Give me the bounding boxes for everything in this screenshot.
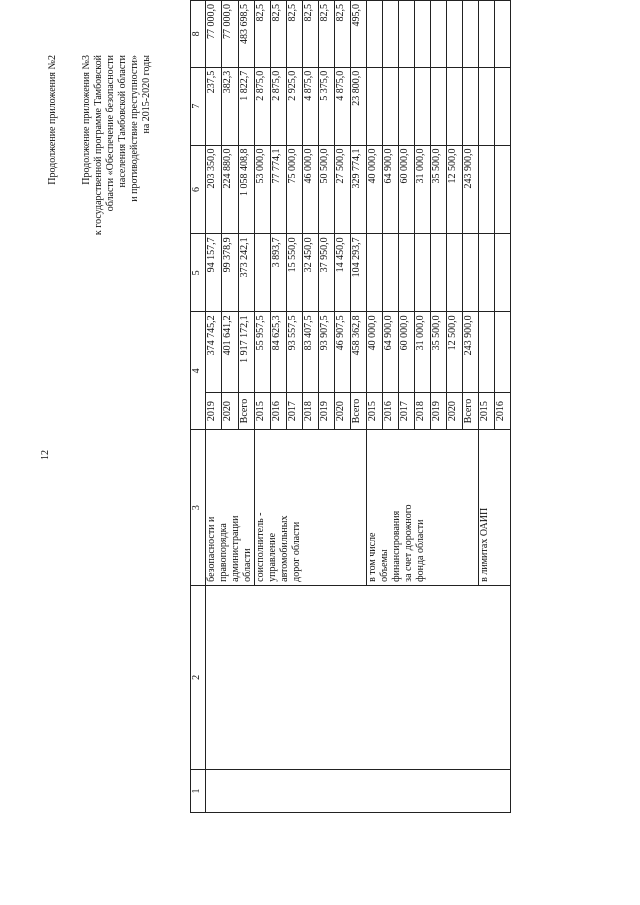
- cell-c4: 1 917 172,1: [238, 312, 254, 392]
- cell-c7: [463, 67, 479, 145]
- cell-c6: 329 774,1: [351, 145, 367, 234]
- cell-c5: 14 450,0: [335, 234, 351, 312]
- cell-c8: 82,5: [255, 1, 271, 68]
- cell-c7: 4 875,0: [303, 67, 319, 145]
- cell-c8: 82,5: [271, 1, 287, 68]
- cell-c8: 77 000,0: [222, 1, 238, 68]
- cell-c4: 93 907,5: [319, 312, 335, 392]
- col-num-4: 4: [191, 312, 206, 430]
- row-group-label: [206, 430, 255, 586]
- cell-c7: 1 822,7: [238, 67, 254, 145]
- cell-c5: [383, 234, 399, 312]
- column-number-row: [191, 1, 206, 813]
- cell-c5: 32 450,0: [303, 234, 319, 312]
- col-num-3: 3: [191, 430, 206, 586]
- header-line-1: Продолжение приложения №2: [47, 55, 58, 185]
- cell-c8: [415, 1, 431, 68]
- cell-c6: 35 500,0: [431, 145, 447, 234]
- cell-c4: 40 000,0: [367, 312, 383, 392]
- cell-c7: [415, 67, 431, 145]
- cell-col-1: [206, 769, 511, 812]
- row-group-label: [479, 430, 511, 586]
- cell-c6: 64 900,0: [383, 145, 399, 234]
- cell-c4: 84 625,3: [271, 312, 287, 392]
- cell-c6: [479, 145, 495, 234]
- table: [190, 0, 511, 813]
- cell-c8: [495, 1, 511, 68]
- cell-year: 2015: [479, 392, 495, 430]
- cell-c8: 82,5: [287, 1, 303, 68]
- cell-c4: 83 407,5: [303, 312, 319, 392]
- cell-c7: [367, 67, 383, 145]
- cell-year: 2018: [303, 392, 319, 430]
- cell-c7: [431, 67, 447, 145]
- cell-c5: 3 893,7: [271, 234, 287, 312]
- col-num-8: 8: [191, 1, 206, 68]
- cell-c8: 82,5: [335, 1, 351, 68]
- cell-year: 2015: [367, 392, 383, 430]
- cell-c4: [479, 312, 495, 392]
- cell-c5: [479, 234, 495, 312]
- cell-c4: [495, 312, 511, 392]
- col-num-5: 5: [191, 234, 206, 312]
- cell-year: 2018: [415, 392, 431, 430]
- cell-c4: 64 900,0: [383, 312, 399, 392]
- col-num-6: 6: [191, 145, 206, 234]
- header-block: [48, 55, 168, 375]
- cell-c5: [415, 234, 431, 312]
- cell-c6: 31 000,0: [415, 145, 431, 234]
- header-line-7: на 2015-2020 годы: [141, 55, 152, 134]
- cell-year: 2017: [399, 392, 415, 430]
- cell-c5: 15 550,0: [287, 234, 303, 312]
- cell-c8: [399, 1, 415, 68]
- label-line: дорог области: [291, 521, 302, 582]
- cell-c7: [399, 67, 415, 145]
- cell-c7: [383, 67, 399, 145]
- cell-year: 2020: [447, 392, 463, 430]
- cell-year: 2020: [222, 392, 238, 430]
- cell-c5: 94 157,7: [206, 234, 222, 312]
- label-line: администрации: [230, 515, 241, 582]
- table-row: [206, 1, 222, 813]
- col-num-2: 2: [191, 585, 206, 769]
- cell-c6: 77 774,1: [271, 145, 287, 234]
- cell-c8: [463, 1, 479, 68]
- cell-c5: [367, 234, 383, 312]
- cell-c6: 27 500,0: [335, 145, 351, 234]
- cell-c7: 2 875,0: [271, 67, 287, 145]
- cell-c5: [463, 234, 479, 312]
- cell-c4: 46 907,5: [335, 312, 351, 392]
- cell-c7: 2 925,0: [287, 67, 303, 145]
- cell-c4: 243 900,0: [463, 312, 479, 392]
- budget-table: [190, 0, 511, 813]
- label-line: безопасности и: [206, 516, 217, 582]
- cell-c4: 458 362,8: [351, 312, 367, 392]
- cell-year: 2019: [206, 392, 222, 430]
- label-line: соисполнитель -: [255, 512, 266, 582]
- cell-c7: [479, 67, 495, 145]
- cell-c6: 203 350,0: [206, 145, 222, 234]
- header-line-3: к государственной программе Тамбовской: [93, 55, 104, 236]
- cell-year: Всего: [238, 392, 254, 430]
- cell-c5: 37 950,0: [319, 234, 335, 312]
- cell-c4: 374 745,2: [206, 312, 222, 392]
- cell-year: 2019: [319, 392, 335, 430]
- cell-c8: [367, 1, 383, 68]
- cell-year: 2016: [271, 392, 287, 430]
- cell-c8: 77 000,0: [206, 1, 222, 68]
- cell-c8: [479, 1, 495, 68]
- cell-c4: 35 500,0: [431, 312, 447, 392]
- cell-c6: 53 000,0: [255, 145, 271, 234]
- cell-c6: 50 500,0: [319, 145, 335, 234]
- cell-c8: 82,5: [319, 1, 335, 68]
- cell-year: 2016: [383, 392, 399, 430]
- cell-c6: 60 000,0: [399, 145, 415, 234]
- cell-c5: [255, 234, 271, 312]
- label-line: области: [242, 548, 253, 582]
- cell-c6: 75 000,0: [287, 145, 303, 234]
- page-number: 12: [40, 450, 51, 460]
- cell-c6: 224 880,0: [222, 145, 238, 234]
- cell-c7: 237,5: [206, 67, 222, 145]
- label-line: правопорядка: [218, 523, 229, 582]
- cell-c4: 12 500,0: [447, 312, 463, 392]
- cell-c5: [431, 234, 447, 312]
- cell-year: Всего: [351, 392, 367, 430]
- cell-c7: 4 875,0: [335, 67, 351, 145]
- cell-year: 2020: [335, 392, 351, 430]
- col-num-7: 7: [191, 67, 206, 145]
- cell-c8: 483 698,5: [238, 1, 254, 68]
- label-line: автомобильных: [279, 515, 290, 582]
- header-line-6: и противодействие преступности»: [129, 55, 140, 202]
- cell-c7: 5 375,0: [319, 67, 335, 145]
- cell-c6: 12 500,0: [447, 145, 463, 234]
- label-line: в том числе: [367, 532, 378, 582]
- cell-year: 2017: [287, 392, 303, 430]
- header-line-4: области «Обеспечение безопасности: [105, 55, 116, 212]
- cell-year: 2016: [495, 392, 511, 430]
- cell-c8: 495,0: [351, 1, 367, 68]
- cell-c5: [399, 234, 415, 312]
- cell-c8: [447, 1, 463, 68]
- cell-c5: [447, 234, 463, 312]
- header-line-2: Продолжение приложения №3: [81, 55, 92, 185]
- cell-year: 2019: [431, 392, 447, 430]
- cell-c7: [447, 67, 463, 145]
- cell-col-2: [206, 585, 511, 769]
- col-num-1: 1: [191, 769, 206, 812]
- label-line: в лимитах ОАИП: [479, 507, 490, 582]
- cell-c6: 40 000,0: [367, 145, 383, 234]
- cell-c8: 82,5: [303, 1, 319, 68]
- label-line: объемы: [379, 549, 390, 582]
- cell-c4: 55 957,5: [255, 312, 271, 392]
- cell-c8: [383, 1, 399, 68]
- header-line-5: населения Тамбовской области: [117, 55, 128, 188]
- label-line: финансирования: [391, 510, 402, 582]
- cell-c4: 31 000,0: [415, 312, 431, 392]
- cell-c5: 104 293,7: [351, 234, 367, 312]
- cell-c8: [431, 1, 447, 68]
- cell-c4: 60 000,0: [399, 312, 415, 392]
- cell-c5: [495, 234, 511, 312]
- cell-c6: 1 058 408,8: [238, 145, 254, 234]
- cell-c7: 2 875,0: [255, 67, 271, 145]
- cell-c7: 382,3: [222, 67, 238, 145]
- label-line: управление: [267, 532, 278, 582]
- cell-c6: 243 900,0: [463, 145, 479, 234]
- cell-c5: 99 378,9: [222, 234, 238, 312]
- cell-c7: [495, 67, 511, 145]
- label-line: фонда области: [415, 519, 426, 582]
- cell-c4: 401 641,2: [222, 312, 238, 392]
- cell-year: Всего: [463, 392, 479, 430]
- cell-c6: 46 000,0: [303, 145, 319, 234]
- row-group-label: [255, 430, 367, 586]
- cell-c5: 373 242,1: [238, 234, 254, 312]
- label-line: за счет дорожного: [403, 504, 414, 582]
- cell-c6: [495, 145, 511, 234]
- cell-year: 2015: [255, 392, 271, 430]
- cell-c7: 23 800,0: [351, 67, 367, 145]
- cell-c4: 93 557,5: [287, 312, 303, 392]
- row-group-label: [367, 430, 479, 586]
